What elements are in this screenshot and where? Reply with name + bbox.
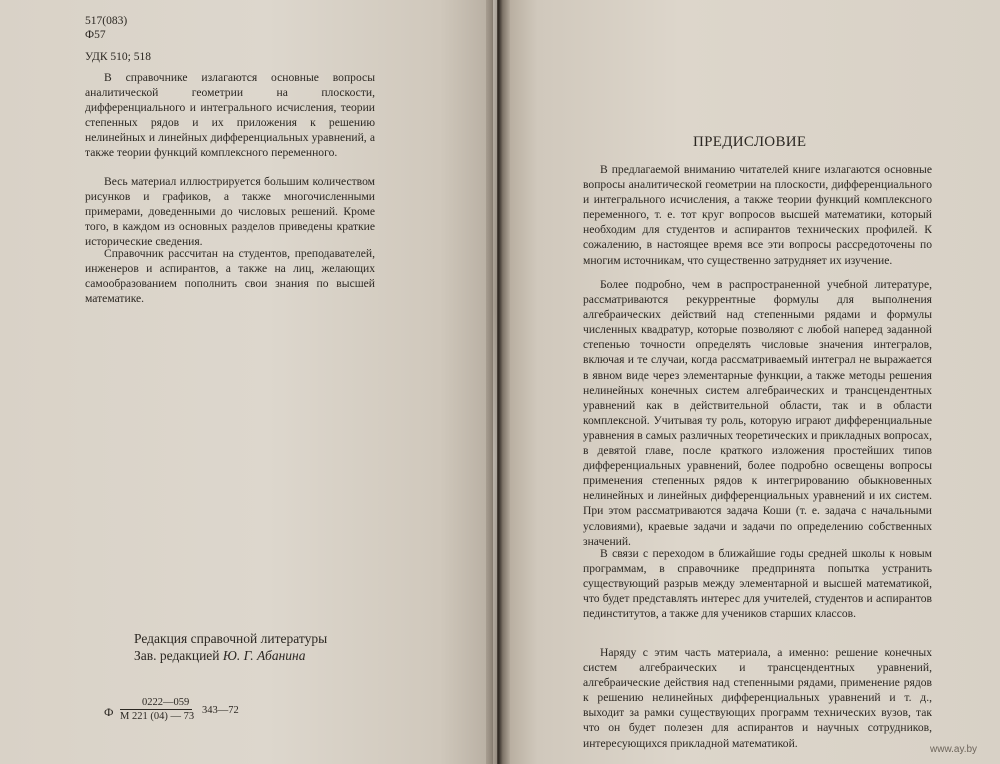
annotation-paragraph-1: В справочнике излагаются основные вопросы аналитической геометрии на плоскости, дифференциального и интегрального исчисления, теории степенных рядов и их приложения к решению нелинейных и линейных дифференциальных уравнений, а также теории функций комплексного переменного. (85, 71, 375, 160)
page-title: ПРЕДИСЛОВИЕ (693, 134, 807, 150)
formula-prefix: Ф (104, 705, 114, 719)
book-spine (486, 0, 510, 764)
preface-paragraph-1: В предлагаемой вниманию читателей книге излагаются основные вопросы аналитической геометрии на плоскости, дифференциального и интегрального исчисления, а также теории функций комплексного переменного, т. е. тот круг вопросов высшей математики, который необходим для студентов и аспирантов технических профилей. К сожалению, в настоящее время все эти вопросы рассредоточены по многим источникам, что существенно затрудняет их изучение. (583, 163, 932, 267)
spine-highlight (493, 0, 497, 764)
watermark: www.ay.by (930, 744, 978, 755)
formula-numerator: 0222—059 (142, 697, 190, 708)
classification-code: 517(083) (85, 15, 128, 27)
editor-in-chief (134, 648, 394, 664)
formula-denominator: М 221 (04) — 73 (120, 711, 195, 722)
annotation-paragraph-2: Весь материал иллюстрируется большим количеством рисунков и графиков, а также многочисленными примерами, доведенными до числовых решений. Кроме того, в каждом из основных разделов приведены краткие исторические сведения. (85, 175, 375, 249)
udk-code: УДК 510; 518 (85, 51, 151, 63)
author-mark: Ф57 (85, 29, 106, 41)
fraction-bar (120, 709, 192, 710)
formula-suffix: 343—72 (202, 705, 239, 716)
preface-paragraph-2: Более подробно, чем в распространенной учебной литературе, рассматриваются рекуррентные формулы для выполнения алгебраических действий над степенными рядами и формулы численных квадратур, которые позволяют с любой наперед заданной степенью точности определять числовые значения интегралов, включая и те случаи, когда рассматриваемый интеграл не выражается в явном виде через элементарные функции, а также методы решения нелинейных конечных систем алгебраических и трансцендентных уравнений как в действительной области, так и в области комплексной. Учитывая ту роль, которую играют дифференциальные уравнения в самых различных теоретических и прикладных вопросах, в девятой главе, после краткого изложения простейших типов дифференциальных уравнений, более подробно освещены вопросы применения степенных рядов к интегрированию обыкновенных нелинейных и линейных дифференциальных уравнений и их систем. При этом рассматриваются задача Коши (т. е. задача с начальными условиями), краевые задачи и задачи по определению собственных значений. (583, 278, 932, 548)
preface-paragraph-4: Наряду с этим часть материала, а именно: решение конечных систем алгебраических и трансцендентных уравнений, алгебраические действия над степенными рядами, применение рядов к решению нелинейных дифференциальных уравнений и т. д., выходит за рамки существующих программ технических вузов, так что он будет полезен для аспирантов и научных сотрудников, интересующихся прикладной математикой. (583, 646, 932, 750)
publication-code-formula (104, 697, 324, 733)
editor-name: Ю. Г. Абанина (222, 648, 306, 663)
annotation-paragraph-3: Справочник рассчитан на студентов, преподавателей, инженеров и аспирантов, а также на лиц, желающих самообразованием пополнить свои знания по высшей математике. (85, 247, 375, 306)
preface-paragraph-3: В связи с переходом в ближайшие годы средней школы к новым программам, в справочнике предпринята попытка устранить существующий разрыв между элементарной и высшей математикой, что будет представлять интерес для учителей, студентов и аспирантов пединститутов, а также для учеников старших классов. (583, 547, 932, 621)
editorial-office: Редакция справочной литературы (134, 631, 328, 646)
editor-label: Зав. редакцией (134, 648, 220, 663)
